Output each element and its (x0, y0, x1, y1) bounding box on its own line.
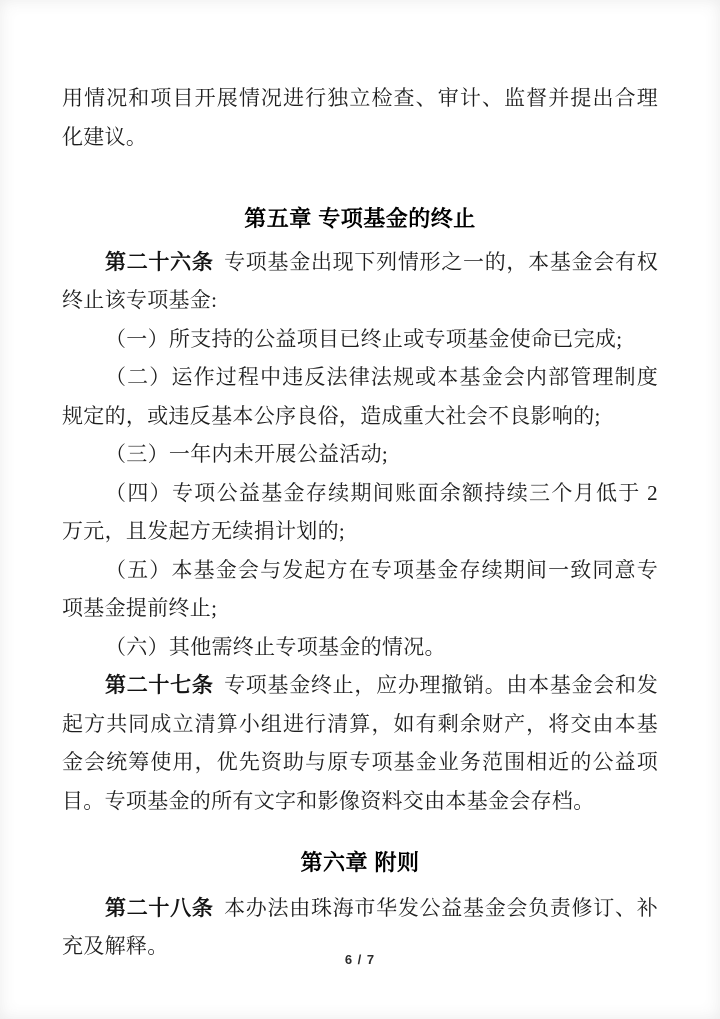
clause-item-2: （二）运作过程中违反法律法规或本基金会内部管理制度规定的，或违反基本公序良俗，造成重大社会不良影响的; (62, 365, 658, 428)
article-27-paragraph (62, 666, 658, 820)
chapter-5-heading: 第五章 专项基金的终止 (244, 206, 476, 231)
article-28-number: 第二十八条 (105, 895, 214, 920)
continuation-paragraph: 用情况和项目开展情况进行独立检查、审计、监督并提出合理化建议。 (62, 86, 658, 149)
clause-item-1: （一）所支持的公益项目已终止或专项基金使命已完成; (105, 326, 623, 351)
article-27-number: 第二十七条 (105, 673, 214, 697)
clause-item-6: （六）其他需终止专项基金的情况。 (105, 634, 446, 659)
clause-item-3: （三）一年内未开展公益活动; (105, 442, 389, 466)
article-26-number: 第二十六条 (105, 249, 214, 274)
article-26-text: 专项基金出现下列情形之一的，本基金会有权终止该专项基金: (62, 249, 659, 312)
clause-item-5: （五）本基金会与发起方在专项基金存续期间一致同意专项基金提前终止; (62, 557, 658, 620)
page-number: 6 / 7 (344, 952, 376, 967)
chapter-6-heading: 第六章 附则 (300, 850, 420, 875)
article-26-paragraph (62, 243, 658, 320)
article-27-text: 专项基金终止，应办理撤销。由本基金会和发起方共同成立清算小组进行清算，如有剩余财产，将交由本基金会统筹使用，优先资助与原专项基金业务范围相近的公益项目。专项基金的所有文字和影像资料交由本基金会存档。 (62, 673, 659, 813)
clause-item-4: （四）专项公益基金存续期间账面余额持续三个月低于 2 万元，且发起方无续捐计划的; (62, 480, 658, 543)
document-body (62, 79, 658, 966)
article-28-text: 本办法由珠海市华发公益基金会负责修订、补充及解释。 (62, 895, 659, 958)
